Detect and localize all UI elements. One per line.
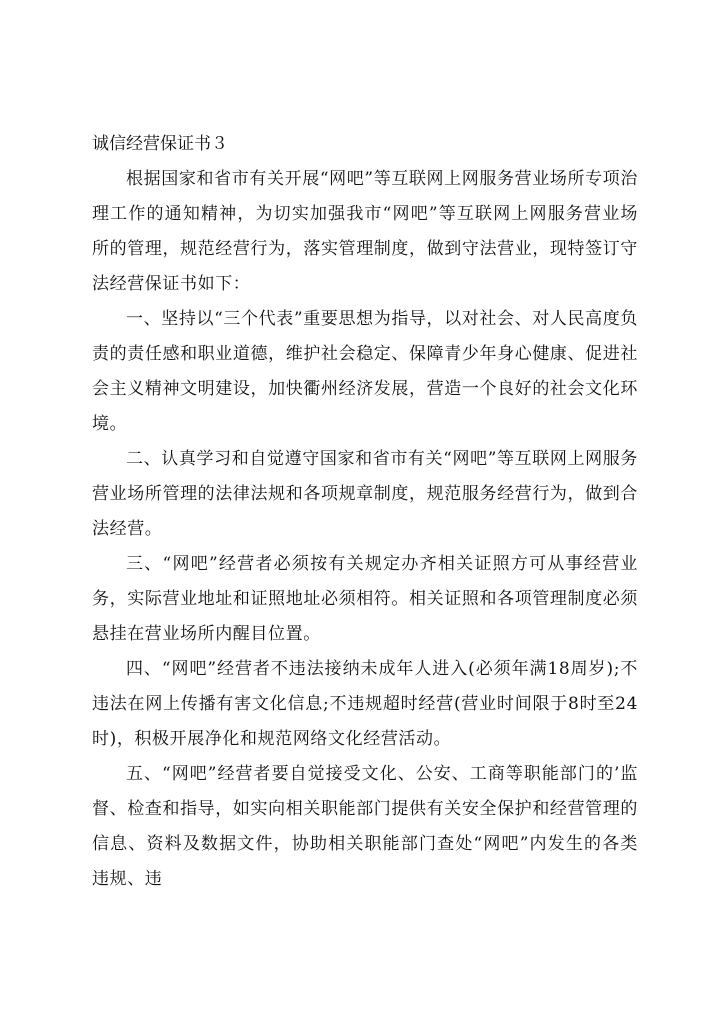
document-body [92,128,638,897]
document-title: 诚信经营保证书３ [92,134,228,154]
paragraph-item-1: 一、坚持以“三个代表”重要思想为指导，以对社会、对人民高度负责的责任感和职业道德，维护社会稳定、保障青少年身心健康、促进社会主义精神文明建设，加快衢州经济发展，营造一个良好的社会文化环境。 [92,309,638,434]
paragraph-item-4: 四、“网吧”经营者不违法接纳未成年人进入(必须年满18周岁);不违法在网上传播有害文化信息;不违规超时经营(营业时间限于8时至24时)，积极开展净化和规范网络文化经营活动。 [92,659,638,749]
paragraph-intro: 根据国家和省市有关开展“网吧”等互联网上网服务营业场所专项治理工作的通知精神，为切实加强我市“网吧”等互联网上网服务营业场所的管理，规范经营行为，落实管理制度，做到守法营业，现特签订守法经营保证书如下： [92,169,638,294]
paragraph-item-2: 二、认真学习和自觉遵守国家和省市有关“网吧”等互联网上网服务营业场所管理的法律法规和各项规章制度，规范服务经营行为，做到合法经营。 [92,449,638,539]
paragraph-item-3: 三、“网吧”经营者必须按有关规定办齐相关证照方可从事经营业务，实际营业地址和证照地址必须相符。相关证照和各项管理制度必须悬挂在营业场所内醒目位置。 [92,554,638,644]
paragraph-item-5: 五、“网吧”经营者要自觉接受文化、公安、工商等职能部门的’监督、检查和指导，如实向相关职能部门提供有关安全保护和经营管理的信息、资料及数据文件，协助相关职能部门查处“网吧”内发生的各类违规、违 [92,764,638,889]
